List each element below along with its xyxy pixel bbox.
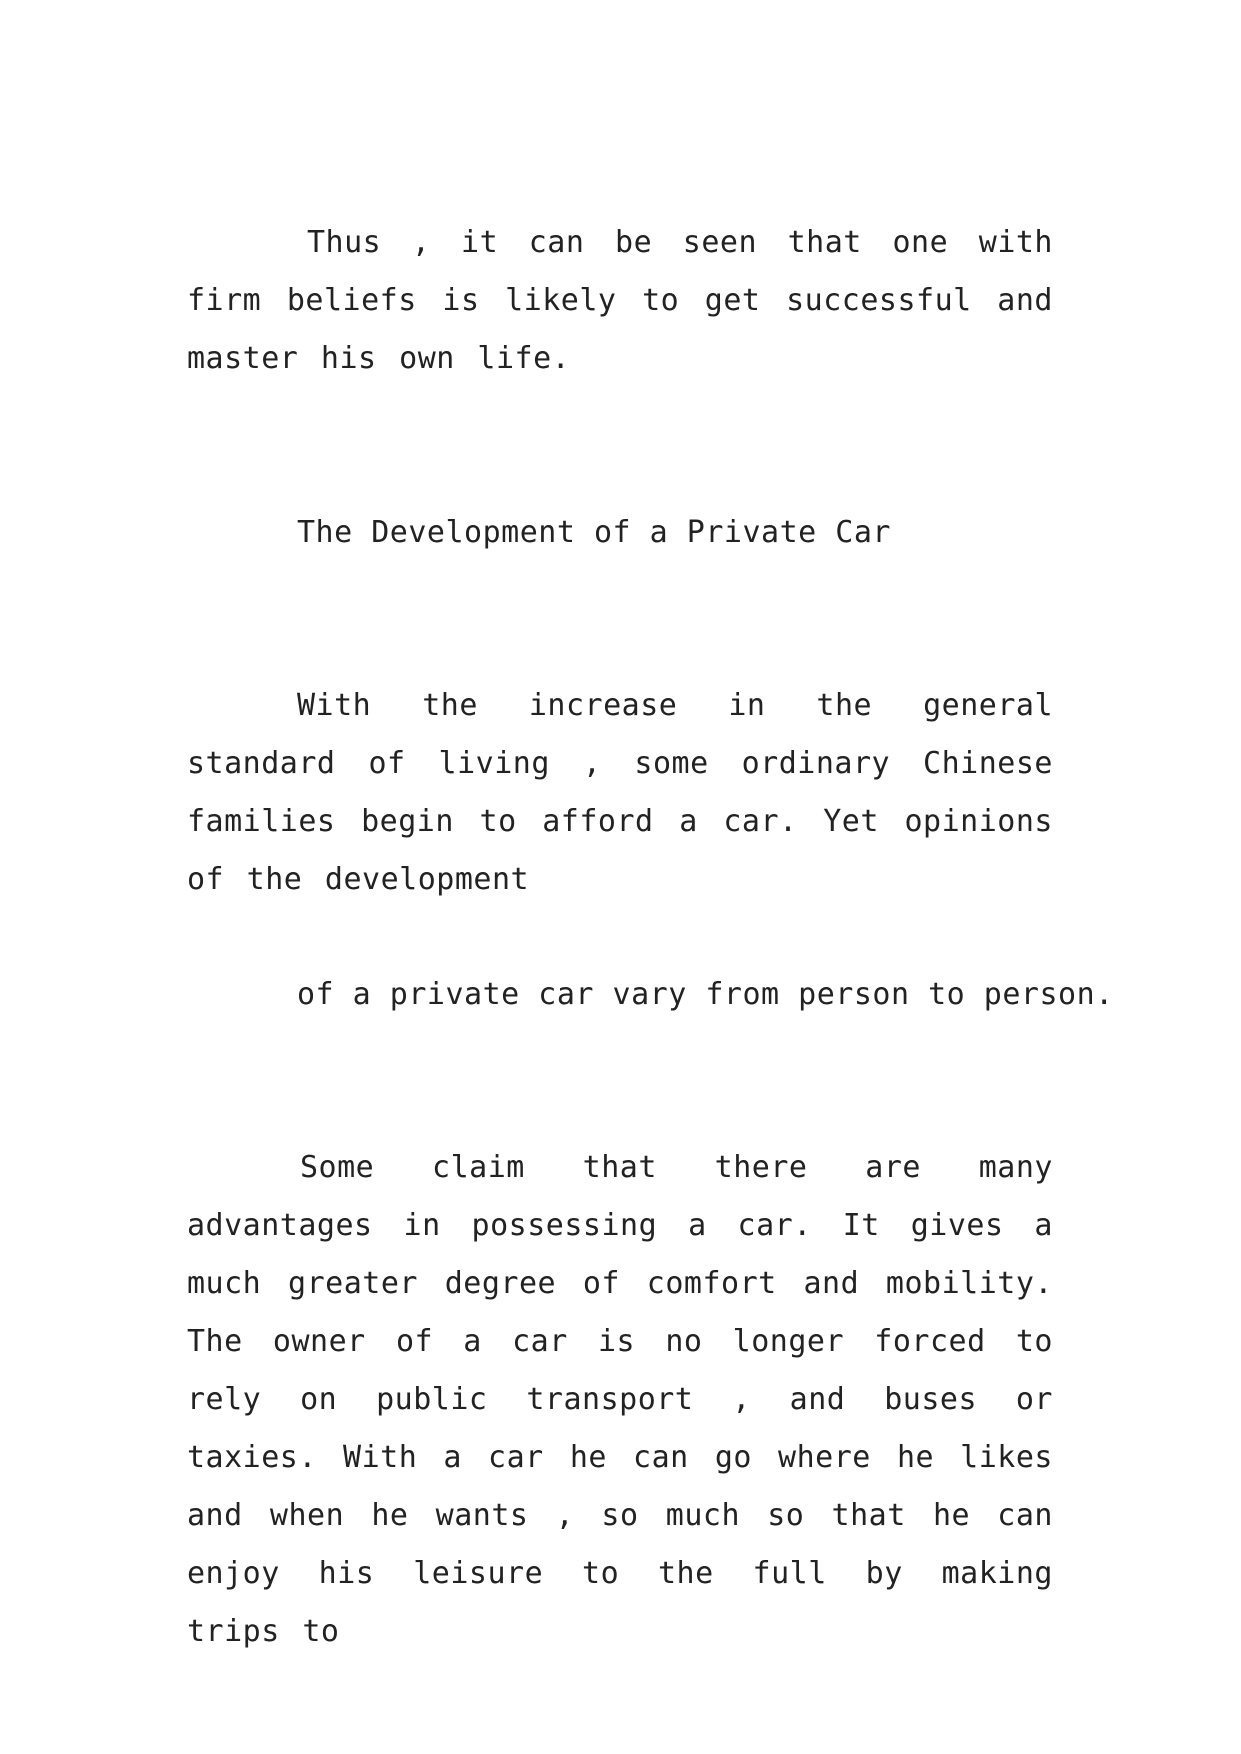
paragraph-conclusion: Thus , it can be seen that one with firm beliefs is likely to get successful and master his own life.	[187, 225, 1053, 376]
document-title: The Development of a Private Car	[297, 515, 891, 550]
paragraph-introduction: With the increase in the general standard of living , some ordinary Chinese families begin to afford a car. Yet opinions of the development	[187, 688, 1053, 897]
paragraph-continuation: of a private car vary from person to person.	[297, 977, 1114, 1012]
paragraph-advantages: Some claim that there are many advantages in possessing a car. It gives a much greater degree of comfort and mobility. The owner of a car is no longer forced to rely on public transport , and buses or taxies. With a car he can go where he likes and when he wants , so much so that he can enjoy his leisure to the full by making trips to	[187, 1150, 1053, 1649]
